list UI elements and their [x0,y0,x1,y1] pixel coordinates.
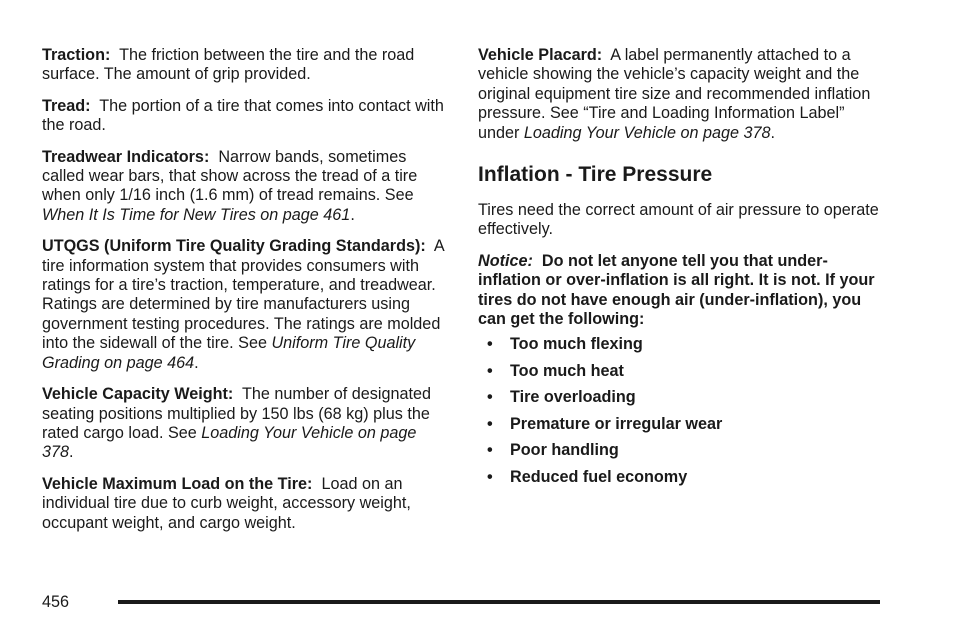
sentence-end: . [69,443,74,462]
definition-text: A label permanently attached to a vehicle showing the vehicle’s capacity weight and the original equipment tire size and recommended inflation pressure. See “Tire and Loading Information Label” under [478,46,871,142]
definition-vehicle-capacity-weight [42,385,450,463]
cross-reference: Loading Your Vehicle on page 378 [523,123,771,142]
definition-text: Load on an individual tire due to curb weight, accessory weight, occupant weight, and cargo weight. [42,474,411,532]
definition-text: A tire information system that provides consumers with ratings for a tire’s traction, temperature, and treadwear. Ratings are determined by tire manufacturers using government testing procedures. The ratings are molded into the sidewall of the tire. See [42,237,444,353]
intro-text: Tires need the correct amount of air pressure to operate effectively. [478,201,879,239]
definition-text: The number of designated seating positions multiplied by 150 lbs (68 kg) plus the rated cargo load. See [42,385,431,442]
list-item [478,362,888,389]
cross-reference: Uniform Tire Quality Grading on page 464 [42,334,416,372]
list-item-text: Reduced fuel economy [510,467,688,486]
term: Vehicle Placard: [478,46,603,64]
notice-block [478,252,888,330]
term: Vehicle Capacity Weight: [42,385,234,404]
notice-label: Notice: [478,251,533,270]
definition-tread [42,97,450,136]
list-item [478,441,888,468]
footer-rule [118,600,880,604]
list-item-text: Premature or irregular wear [510,414,723,433]
definition-text: The portion of a tire that comes into contact with the road. [42,96,444,135]
sentence-end: . [770,123,776,142]
sentence-end: . [194,353,199,372]
definition-utqgs [42,237,450,373]
definition-text: Narrow bands, sometimes called wear bars, that show across the tread of a tire when only 1/16 inch (1.6 mm) of tread remains. See [42,147,418,205]
term: Traction: [42,46,111,64]
definition-vehicle-placard [478,46,888,143]
definition-traction [42,46,450,85]
definition-vehicle-maximum-load [42,475,450,533]
term: Treadwear Indicators: [42,147,210,166]
page-number: 456 [42,593,70,611]
list-item [478,415,888,442]
left-column [42,46,450,545]
right-column [478,46,888,494]
list-item-text: Tire overloading [510,388,636,407]
cross-reference: Loading Your Vehicle on page 378 [42,423,417,462]
list-item-text: Poor handling [510,441,619,460]
consequence-list [478,335,888,494]
definition-text: The friction between the tire and the road surface. The amount of grip provided. [42,46,415,84]
sentence-end: . [350,205,355,224]
term: UTQGS (Uniform Tire Quality Grading Standards): [42,237,426,256]
list-item [478,388,888,415]
bullet-icon: • [487,414,493,433]
list-item-text: Too much flexing [510,335,643,354]
bullet-icon: • [487,388,493,407]
bullet-icon: • [487,441,493,460]
definition-treadwear-indicators [42,148,450,226]
bullet-icon: • [487,335,493,354]
list-item-text: Too much heat [510,361,624,380]
list-item [478,468,888,495]
bullet-icon: • [487,361,493,380]
list-item [478,335,888,362]
section-heading: Inflation - Tire Pressure [478,163,713,187]
bullet-icon: • [487,467,493,486]
notice-text: Do not let anyone tell you that under-inflation or over-inflation is all right. It is not. If your tires do not have enough air (under-inflation), you can get the following: [478,251,875,329]
cross-reference: When It Is Time for New Tires on page 461 [42,205,351,224]
term: Tread: [42,96,91,115]
term: Vehicle Maximum Load on the Tire: [42,474,313,493]
